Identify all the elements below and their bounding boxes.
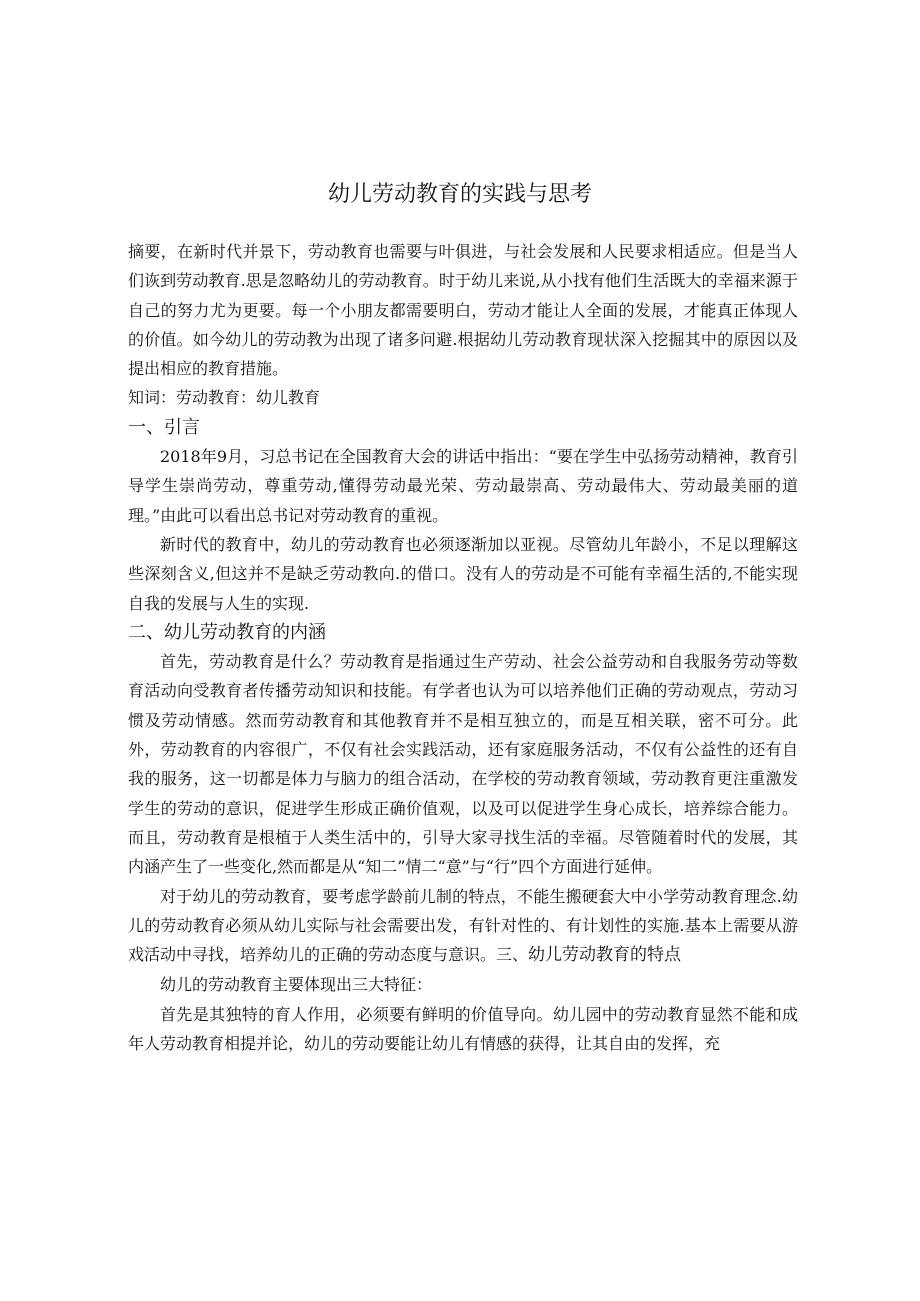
section-heading-connotation: 二、幼儿劳动教育的内涵 [128, 621, 326, 643]
document-body [128, 237, 798, 1058]
introduction-paragraph-1: 2018年9月，习总书记在全国教育大会的讲话中指出：“要在学生中弘扬劳动精神，教育引导学生崇尚劳动，尊重劳动,懂得劳动最光荣、劳动最崇高、劳动最伟大、劳动最美丽的道理。”由此可以看出总书记对劳动教育的重视。 [128, 447, 798, 525]
introduction-paragraph-2: 新时代的教育中，幼儿的劳动教育也必须逐渐加以亚视。尽管幼儿年龄小，不足以理解这些深刻含义,但这并不是缺乏劳动教向.的借口。没有人的劳动是不可能有幸福生活的,不能实现自我的发展与人生的实现. [128, 534, 798, 613]
connotation-paragraph-1: 首先，劳动教育是什么？劳动教育是指通过生产劳动、社会公益劳动和自我服务劳动等数育活动向受教育者传播劳动知识和技能。有学者也认为可以培养他们正确的劳动观点，劳动习惯及劳动情感。然而劳动教育和其他教育并不是相互独立的，而是互相关联，密不可分。此外，劳动教育的内容很广，不仅有社会实践活动，还有家庭服务活动，不仅有公益性的还有自我的服务，这一切都是体力与脑力的组合活动，在学校的劳动教育领域，劳动教育更注重激发学生的劳动的意识，促进学生形成正确价值观，以及可以促进学生身心成长，培养综合能力。而且，劳动教育是根植于人类生活中的，引导大家寻找生活的幸福。尽管随着时代的发展，其内涵产生了一些变化,然而都是从“知二”情二“意”与“行”四个方面进行延伸。 [128, 652, 798, 877]
keywords-line: 知词：劳动教育：幼儿教育 [128, 388, 321, 408]
section-heading-characteristics: 幼儿劳动教育的特点 [528, 945, 682, 966]
section-number-inline: 三、 [496, 945, 529, 965]
document-title: 幼儿劳动教育的实践与思考 [327, 182, 592, 207]
characteristics-paragraph-1: 幼儿的劳动教育主要体现出三大特征： [160, 975, 433, 995]
connotation-paragraph-2-text: 对于幼儿的劳动教育，要考虑学龄前儿制的特点，不能生搬硬套大中小学劳动教育理念.幼儿的劳动教育必须从幼儿实际与社会需要出发，有针对性的、有计划性的实施.基本上需要从游戏活动中寻找，培养幼儿的正确的劳动态度与意识。 [128, 886, 798, 965]
connotation-paragraph-2 [128, 882, 798, 971]
section-heading-introduction: 一、引言 [128, 416, 200, 438]
characteristics-paragraph-2: 首先是其独特的育人作用，必须要有鲜明的价值导向。幼儿园中的劳动教育显然不能和成年人劳动教育相提并论，幼儿的劳动要能让幼儿有情感的获得，让其自由的发挥，充 [128, 1004, 798, 1054]
abstract-paragraph: 摘要，在新时代并景下，劳动教育也需要与叶俱进，与社会发展和人民要求相适应。但是当人们诙到劳动教育.思是忽略幼儿的劳动教育。时于幼儿来说,从小找有他们生活既大的幸福来源于自己的努力尤为更要。每一个小朋友都需要明白，劳动才能让人全面的发展，才能真正体现人的价值。如今幼儿的劳动教为出现了诸多问避.根据幼儿劳动教育现状深入挖掘其中的原因以及提出相应的教育措施。 [128, 242, 798, 379]
